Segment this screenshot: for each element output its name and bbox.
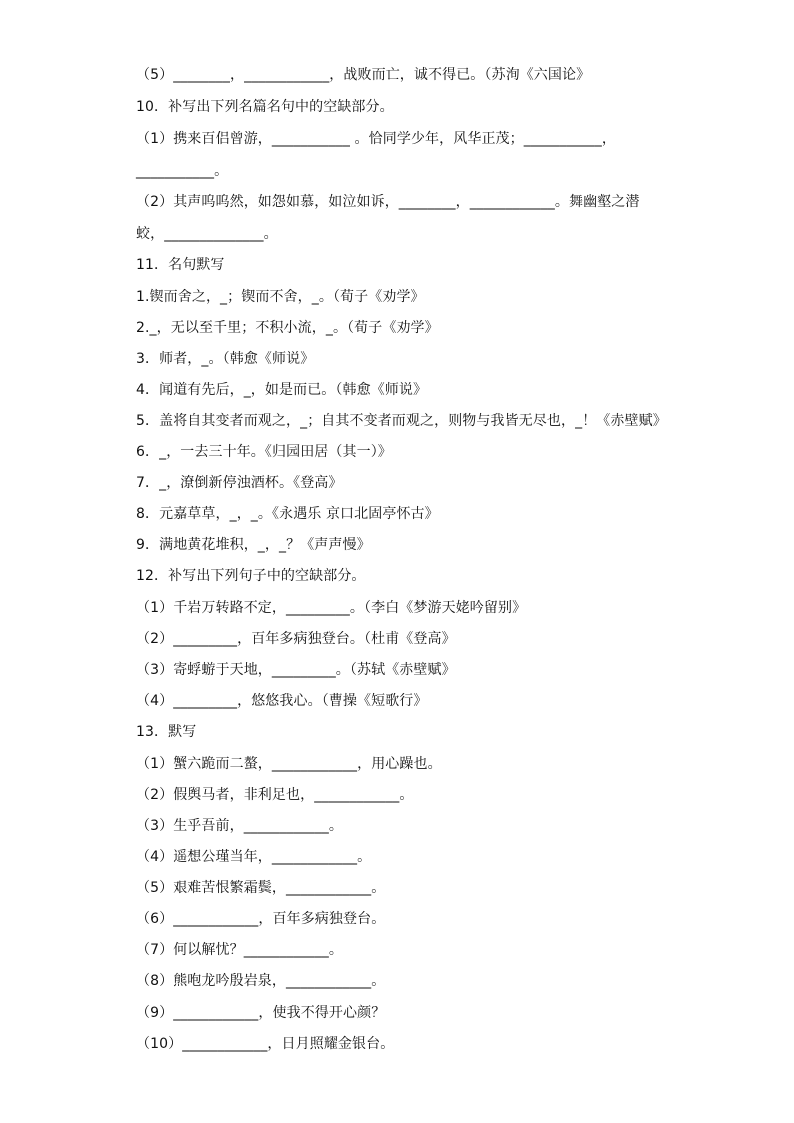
q10-item-2-cont: 蛟，______________。 <box>136 226 278 242</box>
q11-item-1: 1.锲而舍之，_；锲而不舍，_。（荀子《劝学》 <box>136 289 425 305</box>
q12-item-3: （3）寄蜉蝣于天地，_________。（苏轼《赤壁赋》 <box>136 662 456 678</box>
q13-item-6: （6）____________，百年多病独登台。 <box>136 911 386 927</box>
q10-item-1-cont: ___________。 <box>136 163 229 179</box>
q12-item-2: （2）_________，百年多病独登台。（杜甫《登高》 <box>136 631 456 647</box>
q11-item-9: 9．满地黄花堆积，_，_？《声声慢》 <box>136 537 371 553</box>
q13-item-3: （3）生乎吾前，____________。 <box>136 818 344 834</box>
q13-item-5: （5）艰难苦恨繁霜鬓，____________。 <box>136 880 386 896</box>
q13-item-8: （8）熊咆龙吟殷岩泉，____________。 <box>136 973 386 989</box>
q11-item-5: 5．盖将自其变者而观之，_；自其不变者而观之，则物与我皆无尽也，_！《赤壁赋》 <box>136 413 667 429</box>
q11-item-6: 6．_，一去三十年。《归园田居（其一）》 <box>136 444 392 460</box>
q11-item-3: 3．师者，_。（韩愈《师说》 <box>136 351 315 367</box>
q12-item-4: （4）_________，悠悠我心。（曹操《短歌行》 <box>136 693 428 709</box>
q12-heading: 12．补写出下列句子中的空缺部分。 <box>136 568 366 584</box>
q13-item-4: （4）遥想公瑾当年，____________。 <box>136 849 372 865</box>
q11-item-2: 2._，无以至千里；不积小流，_。（荀子《劝学》 <box>136 320 439 336</box>
q13-item-1: （1）蟹六跪而二螯，____________，用心躁也。 <box>136 756 442 772</box>
q11-heading: 11．名句默写 <box>136 257 225 273</box>
q13-item-2: （2）假舆马者，非利足也，____________。 <box>136 787 414 803</box>
q11-item-7: 7．_，潦倒新停浊酒杯。《登高》 <box>136 475 343 491</box>
q13-item-7: （7）何以解忧？____________。 <box>136 942 344 958</box>
q10-item-1: （1）携来百侣曾游，___________ 。恰同学少年，风华正茂；___________， <box>136 131 616 147</box>
q10-heading: 10．补写出下列名篇名句中的空缺部分。 <box>136 99 394 115</box>
q9-item-5: （5）________，____________，战败而亡，诚不得已。（苏洵《六国论》 <box>136 67 591 83</box>
q12-item-1: （1）千岩万转路不定，_________。（李白《梦游天姥吟留别》 <box>136 600 527 616</box>
q10-item-2: （2）其声呜呜然，如怨如慕，如泣如诉，________，____________。舞幽壑之潜 <box>136 194 640 210</box>
q13-item-9: （9）____________，使我不得开心颜？ <box>136 1005 386 1021</box>
q11-item-4: 4．闻道有先后，_，如是而已。（韩愈《师说》 <box>136 382 428 398</box>
q11-item-8: 8．元嘉草草，_，_。《永遇乐 京口北固亭怀古》 <box>136 506 439 522</box>
q13-item-10: （10）____________，日月照耀金银台。 <box>136 1036 395 1052</box>
q13-heading: 13．默写 <box>136 724 197 740</box>
